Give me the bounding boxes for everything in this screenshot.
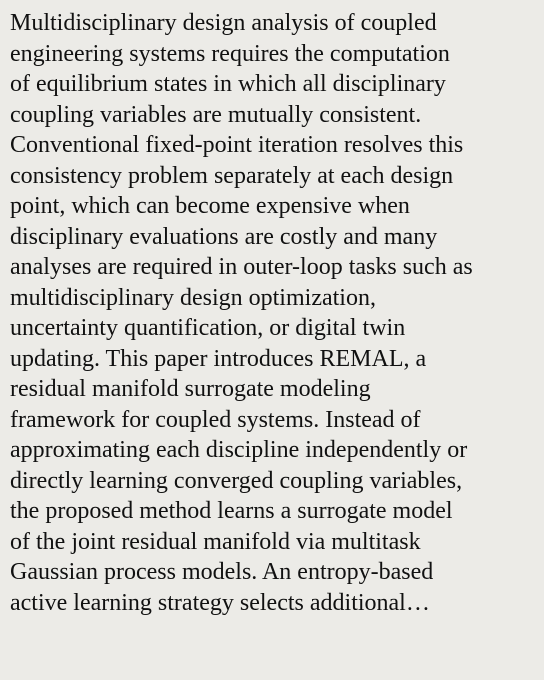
abstract-line: Multidisciplinary design analysis of coupled xyxy=(10,10,437,36)
abstract-line: of the joint residual manifold via multitask xyxy=(10,528,421,555)
abstract-line: of equilibrium states in which all disciplinary xyxy=(10,71,446,97)
abstract-line: Gaussian process models. An entropy-based xyxy=(10,559,434,585)
abstract-line: disciplinary evaluations are costly and many xyxy=(10,223,438,250)
abstract-line: multidisciplinary design optimization, xyxy=(10,284,376,311)
abstract-line: point, which can become expensive when xyxy=(10,193,410,219)
abstract-text xyxy=(10,8,542,618)
abstract-line: directly learning converged coupling variables, xyxy=(10,467,463,494)
abstract-line: Conventional fixed-point iteration resolves this xyxy=(10,132,464,158)
abstract-line: uncertainty quantification, or digital twin xyxy=(10,315,406,341)
abstract-line: updating. This paper introduces REMAL, a xyxy=(10,345,427,372)
abstract-line: consistency problem separately at each design xyxy=(10,162,454,189)
abstract-line: analyses are required in outer-loop tasks such as xyxy=(10,254,473,280)
abstract-line: the proposed method learns a surrogate model xyxy=(10,498,453,524)
abstract-line: coupling variables are mutually consistent. xyxy=(10,101,422,128)
abstract-line: active learning strategy selects additional… xyxy=(10,589,430,616)
abstract-line: approximating each discipline independently or xyxy=(10,437,468,463)
abstract-line: engineering systems requires the computation xyxy=(10,40,450,67)
abstract-line: framework for coupled systems. Instead of xyxy=(10,406,421,433)
abstract-line: residual manifold surrogate modeling xyxy=(10,376,371,402)
